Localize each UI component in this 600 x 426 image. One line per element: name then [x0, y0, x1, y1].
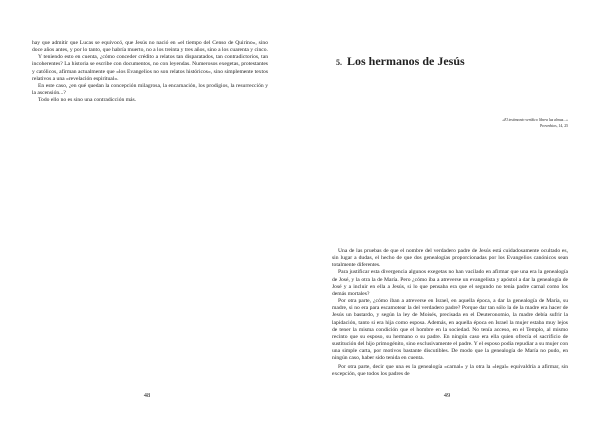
right-page: [300, 0, 600, 426]
epigraph-quote: «El testimonio verídico libera las almas...»: [502, 118, 568, 122]
page-number: 49: [443, 392, 451, 399]
paragraph: Y teniendo esto en cuenta, ¿cómo conceder crédito a relatos tan disparatados, tan contradictorios, tan incoherentes? La historia se escribe con documentos, no con leyendas. Numerosos exegetas, protestantes y católicos, afirman actualmente que «los Evangelios no son relatos históricos», sino simplemente textos relativos a una «revelación espiritual».: [32, 54, 268, 82]
left-page-text: [32, 40, 268, 104]
page-number: 48: [143, 392, 151, 399]
paragraph: En este caso, ¿en qué quedan la concepción milagrosa, la encarnación, los prodigios, la resurrección y la ascensión...?: [32, 82, 268, 97]
paragraph: Para justificar esta divergencia algunos exegetas no han vacilado en afirmar que una era la genealogía de José, y la otra la de María. Pero ¿cómo iba a atreverse un evangelista y apóstol a dar la genealogía de José y a incluir en ella a Jesús, si lo que pensaba era que el segundo no tenía padre carnal como los demás mortales?: [332, 269, 568, 297]
paragraph: Por otra parte, decir que una es la genealogía «carnal» y la otra la «legal» equivaldría a afirmar, sin excepción, que todos los padres de: [332, 364, 568, 378]
paragraph: Por otra parte, ¿cómo iban a atreverse en Israel, en aquella época, a dar la genealogía de María, su madre, si no era para escamotear la del verdadero padre? Porque dar tan sólo la de la madre era hacer de Jesús un bastardo, y según la ley de Moisés, precisada en el Deuteronomio, la madre debía sufrir la lapidación, tanto si era hija como esposa. Además, en aquella época en Israel la mujer estaba muy lejos de tener la misma condición que el hombre en la sociedad. No tenía acceso, en el Templo, al mismo recinto que su esposo, su hermano o su padre. En ningún caso era ella quien ofrecía el sacrificio de sustitución del hijo primogénito, sino exclusivamente el padre. Y el esposo podía repudiar a su mujer con una simple carta, por motivos bastante discutibles. De modo que la genealogía de María no pudo, en ningún caso, haber sido tenida en cuenta.: [332, 298, 568, 362]
paragraph: Una de las pruebas de que el nombre del verdadero padre de Jesús está cuidadosamente ocultado es, sin lugar a dudas, el hecho de que dos genealogías proporcionadas por los Evangelios canónicos sean totalmente diferentes.: [332, 248, 568, 269]
paragraph: hay que admitir que Lucas se equivocó, que Jesús no nació en «el tiempo del Censo de Quirino», sino doce años antes, y por lo tanto, que habría muerto, no a los treinta y tres años, sino a los cuarenta y cinco.: [32, 40, 268, 54]
chapter-number: 5.: [336, 58, 342, 67]
epigraph: [368, 117, 568, 129]
epigraph-source: Proverbios, 14, 25: [540, 124, 568, 128]
chapter-body: [332, 248, 568, 363]
paragraph: Todo ello no es sino una contradicción más.: [38, 97, 137, 104]
chapter-heading: [336, 54, 465, 69]
chapter-title: Los hermanos de Jesús: [347, 54, 465, 68]
chapter-body-continued: [332, 364, 568, 378]
